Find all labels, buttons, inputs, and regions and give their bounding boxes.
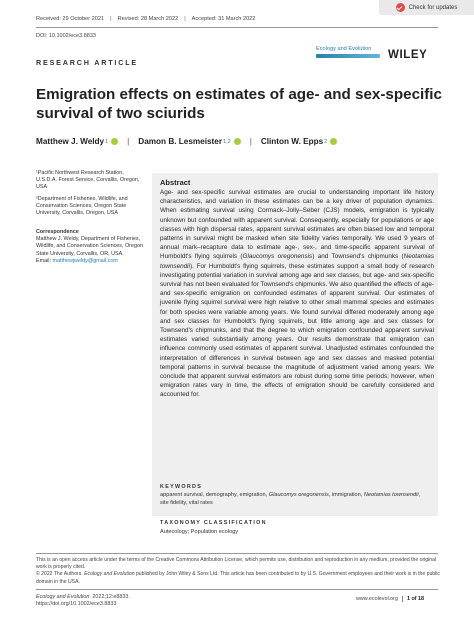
date-separator: | [110,16,112,22]
keywords-list [160,492,430,507]
page-footer [356,596,424,602]
species-name: Glaucomys oregonensis [268,492,329,498]
author-name: Damon B. Lesmeister [138,137,223,146]
keyword-text: , immigration, [328,492,364,498]
abstract-body [160,188,434,400]
date-separator: | [184,16,186,22]
abstract-text: Age- and sex-specific survival estimates are crucial to understanding important life history characteristics, and variation in these estimates can be a key driver of population dynamics. When estimating survival using Cormack–Jolly–Seber (CJS) models, emigration is typically unknown but confounded with apparent survival. Consequently, especially for populations or age classes with high dispersal rates, apparent survival estimates are often biased low and temporal patterns in survival might be masked when site fidelity varies temporally. We used 9 years of annual mark–recapture data to estimate age-, sex-, and time-specific apparent survival of Humboldt's flying squirrels ( [160,189,434,261]
keywords-heading: KEYWORDS [160,484,203,490]
author-separator: | [249,137,252,146]
copyright-text: published by John Wiley & Sons Ltd. This article has been contributed to by U.S. Government employees and their work is in the public domain in the USA. [36,571,440,585]
journal-website-link[interactable]: www.ecolevol.org [356,596,398,602]
page-number: 1 of 18 [402,596,424,602]
orcid-icon[interactable] [330,138,337,145]
journal-logo [316,46,380,58]
orcid-icon[interactable] [234,138,241,145]
author-name: Matthew J. Weldy [36,137,105,146]
copyright-text: © 2022 The Authors. [36,571,85,578]
taxonomy-heading: TAXONOMY CLASSIFICATION [160,520,267,526]
citation-footer [36,594,130,608]
journal-name-inline: Ecology and Evolution [84,571,135,578]
species-name: Neotamias townsendii [363,492,419,498]
species-name: Neotamias townsendii [160,253,434,270]
check-updates-icon [396,3,405,12]
abstract-text: ). For Humboldt's flying squirrels, these estimates support a small body of research investigating potential variation in survival among age and sex classes, but age- and sex-specific survival has not been evaluated for Townsend's chipmunks. We also quantified the effects of age- and sex-specific emigration on confounded estimates of apparent survival. Our estimates of juvenile flying squirrel survival were high relative to other small mammal species and estimates for both species were variable among years. We found survival differed moderately among age and sex classes for Humboldt's flying squirrels, but little among age and sex classes for Townsend's chipmunks, and that the degree to which emigration confounded apparent survival estimates varied substantially among years. Our results demonstrate that emigration can influence commonly used estimates of apparent survival. Unadjusted estimates confounded the interpretation of differences in survival between age and sex classes and masked potential temporal patterns in survival because the magnitude of adjustment varied among years. We conclude that apparent survival estimators are robust during some time periods; however, when emigration rates vary in time, the effects of emigration should be carefully considered and accounted for. [160,262,434,399]
license-notice [36,557,440,586]
correspondence-email [36,258,144,265]
email-label: Email: [36,257,51,264]
header-divider [36,27,438,28]
affiliation-2: ²Department of Fisheries, Wildlife, and Conservation Sciences, Oregon State University, Corvallis, Oregon, USA [36,195,128,217]
accepted-date: Accepted: 31 March 2022 [191,16,256,22]
copyright-line [36,571,440,585]
citation-journal: Ecology and Evolution [36,594,90,600]
article-title: Emigration effects on estimates of age- and sex-specific survival of two sciurids [36,86,442,122]
abstract-text: ) and Townsend's chipmunks ( [312,253,404,261]
email-link[interactable]: matthewjweldy@gmail.com [52,257,118,264]
revised-date: Revised: 28 March 2022 [117,16,179,22]
article-dates [36,16,255,22]
abstract-heading: Abstract [160,178,191,187]
author-name: Clinton W. Epps [260,137,324,146]
citation-volume: . 2022;12:e8833. [89,594,130,600]
section-label: RESEARCH ARTICLE [36,58,139,67]
journal-logo-bar [316,54,380,58]
keyword-text: , site fidelity, vital rates [160,492,421,506]
license-divider [36,553,438,554]
license-line: This is an open access article under the terms of the Creative Commons Attribution License, which permits use, distribution and reproduction in any medium, provided the original work is properly cited. [36,557,437,571]
author-separator: | [127,137,130,146]
check-for-updates-label: Check for updates [408,4,458,11]
doi-link[interactable]: https://doi.org/10.1002/ece3.8833 [36,601,117,608]
citation-line [36,594,130,601]
received-date: Received: 29 October 2021 [36,16,105,22]
taxonomy-text: Autecology; Population ecology [160,529,239,535]
keyword-text: apparent survival, demography, emigration, [160,492,269,498]
check-for-updates-button[interactable] [379,0,474,15]
correspondence-heading: Correspondence [36,229,79,235]
correspondence-text: Matthew J. Weldy, Department of Fisheries, Wildlife, and Conservation Sciences, Oregon State University, Corvallis, OR, USA. [36,236,143,257]
doi: DOI: 10.1002/ece3.8833 [36,33,96,39]
author-list [36,137,337,146]
footer-divider [36,589,438,590]
journal-name: Ecology and Evolution [316,46,372,52]
author-affiliation-mark: 1,2 [223,138,231,145]
affiliation-1: ¹Pacific Northwest Research Station, U.S.D.A. Forest Service, Corvallis, Oregon, USA [36,170,140,191]
author-affiliation-mark: 2 [324,138,328,145]
author-affiliation-mark: 1 [105,138,109,145]
affiliations [36,170,144,217]
publisher-logo: WILEY [388,49,428,61]
correspondence [36,229,144,265]
orcid-icon[interactable] [111,138,118,145]
species-name: Glaucomys oregonensis [242,253,313,261]
